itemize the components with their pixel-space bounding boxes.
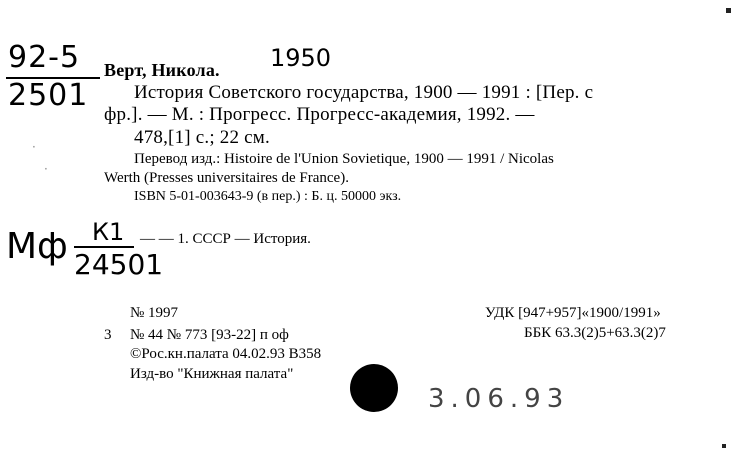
footer-number: № 1997 <box>130 305 179 321</box>
shelf-mark-bottom: 2501 <box>8 78 89 113</box>
extent: 478,[1] с.; 22 см. <box>134 127 270 148</box>
note-line-2: Werth (Presses universitaires de France). <box>104 170 349 186</box>
author-name: Верт, Никола. <box>104 60 220 80</box>
note-line-1: Перевод изд.: Histoire de l'Union Sovietique, 1900 — 1991 / Nicolas <box>134 151 554 167</box>
pencil-mark-1: · <box>32 140 36 154</box>
pencil-mark-2: · <box>44 162 48 176</box>
udk-code: УДК [947+957]«1900/1991» <box>485 305 661 321</box>
footer-line2-num: 3 <box>104 327 112 343</box>
bbk-code: ББК 63.3(2)5+63.3(2)7 <box>524 325 666 341</box>
footer-line4: Изд-во "Книжная палата" <box>130 366 294 382</box>
title-line-1: История Советского государства, 1900 — 1991 : [Пер. с <box>134 82 594 103</box>
punch-hole <box>350 364 398 412</box>
isbn-line: ISBN 5-01-003643-9 (в пер.) : Б. ц. 50000 экз. <box>134 189 402 204</box>
corner-speck-bottom-right <box>722 444 726 448</box>
corner-speck-top-right <box>726 8 731 13</box>
handwritten-year: 1950 <box>270 44 332 72</box>
mf-bottom: 24501 <box>74 248 164 281</box>
handwritten-date: 3.06.93 <box>428 384 570 414</box>
mf-prefix: Мф <box>6 226 68 267</box>
shelf-mark-top: 92-5 <box>8 40 81 75</box>
mf-top: К1 <box>92 218 125 246</box>
footer-line2: № 44 № 773 [93-22] п оф <box>130 327 289 343</box>
title-line-2: фр.]. — М. : Прогресс. Прогресс-академия, 1992. — <box>104 104 535 125</box>
footer-line3: ©Рос.кн.палата 04.02.93 В358 <box>130 346 322 362</box>
subject-headings: — — 1. СССР — История. <box>140 231 311 247</box>
